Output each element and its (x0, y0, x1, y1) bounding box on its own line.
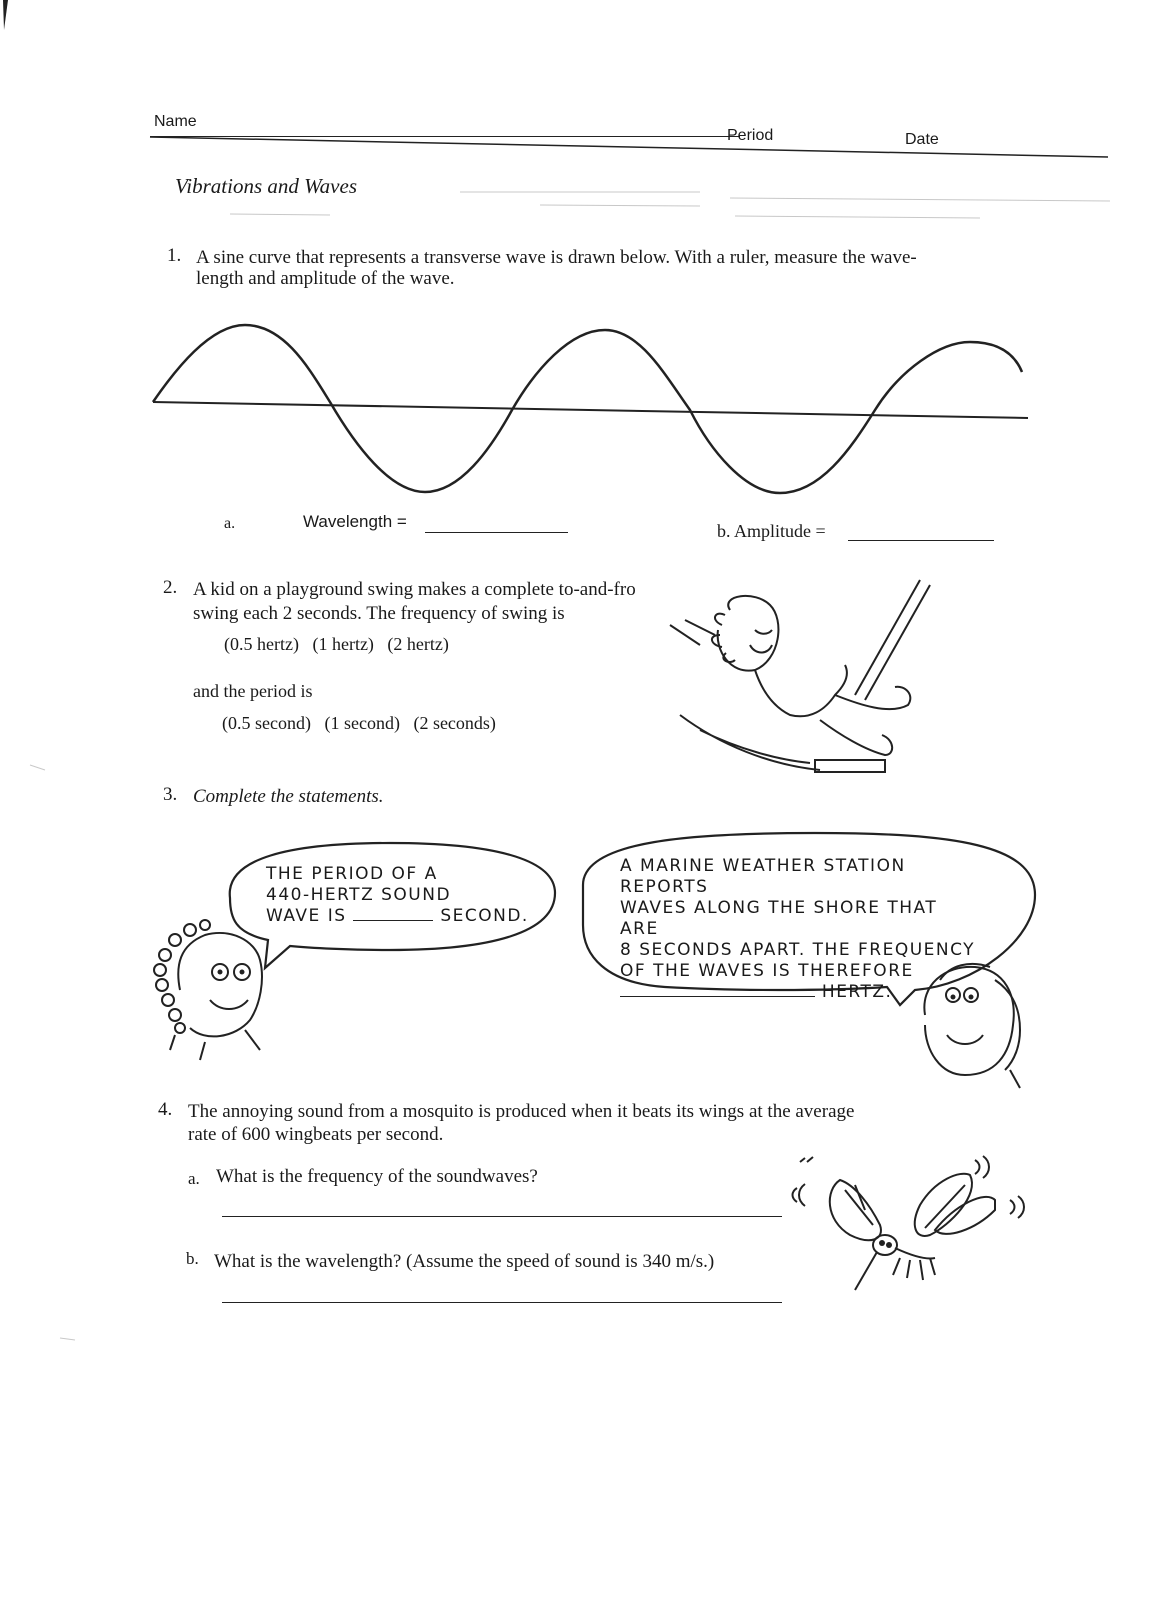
date-label: Date (905, 131, 939, 148)
right-bubble-line4: OF THE WAVES IS THEREFORE (620, 961, 914, 981)
left-bubble-line3-a: WAVE IS (266, 906, 347, 926)
q1a-label: a. (224, 515, 236, 532)
right-bubble-line1: A MARINE WEATHER STATION REPORTS (620, 856, 906, 897)
period-label: Period (727, 127, 774, 144)
q2-text-line1: A kid on a playground swing makes a complete to-and-fro (193, 579, 636, 600)
q4b-label: b. (186, 1249, 199, 1268)
q4a-label: a. (188, 1169, 200, 1188)
q4-number: 4. (158, 1099, 173, 1120)
q2-period-options: (0.5 second) (1 second) (2 seconds) (222, 713, 496, 733)
q4-text-line2: rate of 600 wingbeats per second. (188, 1124, 444, 1145)
q4b-text: What is the wavelength? (Assume the speed of sound is 340 m/s.) (214, 1251, 715, 1272)
left-bubble-line3-b: SECOND. (440, 906, 529, 926)
right-bubble-line5: HERTZ. (821, 982, 893, 1002)
q4a-text: What is the frequency of the soundwaves? (216, 1166, 538, 1187)
q2-period-text: and the period is (193, 681, 313, 701)
left-bubble-line1: THE PERIOD OF A (266, 864, 438, 884)
amplitude-label: b. Amplitude = (717, 521, 826, 541)
page-title: Vibrations and Waves (175, 174, 357, 198)
right-bubble-line3: 8 SECONDS APART. THE FREQUENCY (620, 940, 976, 960)
q2-number: 2. (163, 577, 178, 598)
q1-text-line1: A sine curve that represents a transverse wave is drawn below. With a ruler, measure the wave- (196, 247, 917, 268)
q4-text-line1: The annoying sound from a mosquito is produced when it beats its wings at the average (188, 1101, 855, 1122)
name-label: Name (154, 113, 197, 130)
q3-number: 3. (163, 784, 178, 805)
q2-text-line2: swing each 2 seconds. The frequency of swing is (193, 603, 565, 624)
q1-number: 1. (167, 245, 182, 266)
q3-text: Complete the statements. (193, 786, 384, 807)
wavelength-label: Wavelength = (303, 512, 407, 531)
q1-text-line2: length and amplitude of the wave. (196, 268, 455, 289)
right-bubble-line2: WAVES ALONG THE SHORE THAT ARE (620, 898, 938, 939)
q2-frequency-options: (0.5 hertz) (1 hertz) (2 hertz) (224, 634, 449, 654)
left-bubble-line2: 440-HERTZ SOUND (266, 885, 452, 905)
